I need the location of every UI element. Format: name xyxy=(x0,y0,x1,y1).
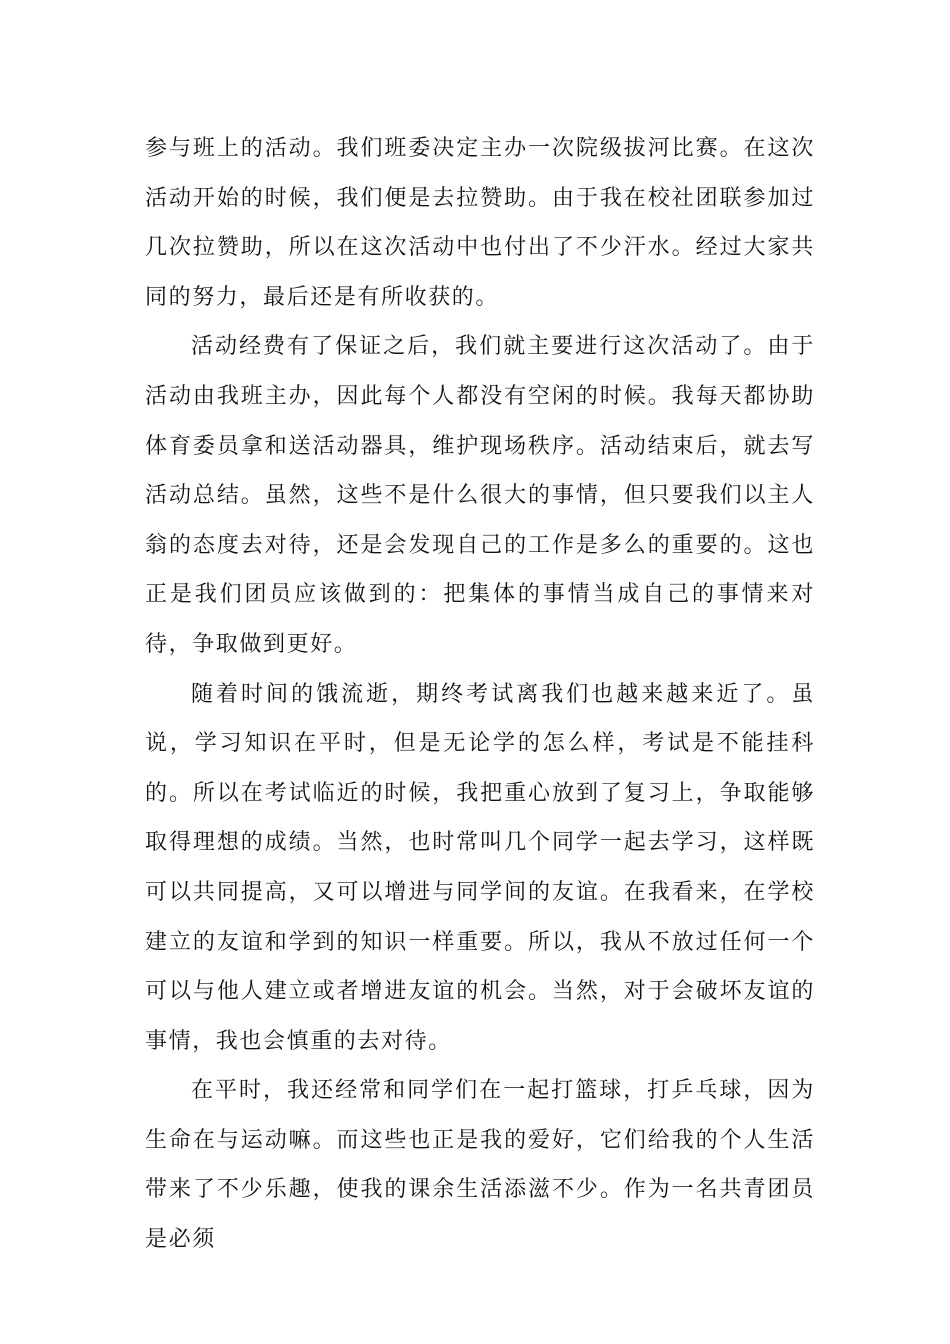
document-body xyxy=(145,124,815,1265)
paragraph-4: 在平时，我还经常和同学们在一起打篮球，打乒乓球，因为生命在与运动嘛。而这些也正是我的爱好，它们给我的个人生活带来了不少乐趣，使我的课余生活添滋不少。作为一名共青团员是必须 xyxy=(145,1078,815,1253)
paragraph-1: 参与班上的活动。我们班委决定主办一次院级拔河比赛。在这次活动开始的时候，我们便是去拉赞助。由于我在校社团联参加过几次拉赞助，所以在这次活动中也付出了不少汗水。经过大家共同的努力，最后还是有所收获的。 xyxy=(145,136,815,310)
paragraph-3: 随着时间的饿流逝，期终考试离我们也越来越来近了。虽说，学习知识在平时，但是无论学的怎么样，考试是不能挂科的。所以在考试临近的时候，我把重心放到了复习上，争取能够取得理想的成绩。当然，也时常叫几个同学一起去学习，这样既可以共同提高，又可以增进与同学间的友谊。在我看来，在学校建立的友谊和学到的知识一样重要。所以，我从不放过任何一个可以与他人建立或者增进友谊的机会。当然，对于会破坏友谊的事情，我也会慎重的去对待。 xyxy=(145,681,815,1054)
paragraph-2: 活动经费有了保证之后，我们就主要进行这次活动了。由于活动由我班主办，因此每个人都没有空闲的时候。我每天都协助体育委员拿和送活动器具，维护现场秩序。活动结束后，就去写活动总结。虽然，这些不是什么很大的事情，但只要我们以主人翁的态度去对待，还是会发现自己的工作是多么的重要的。这也正是我们团员应该做到的：把集体的事情当成自己的事情来对待，争取做到更好。 xyxy=(145,334,815,657)
